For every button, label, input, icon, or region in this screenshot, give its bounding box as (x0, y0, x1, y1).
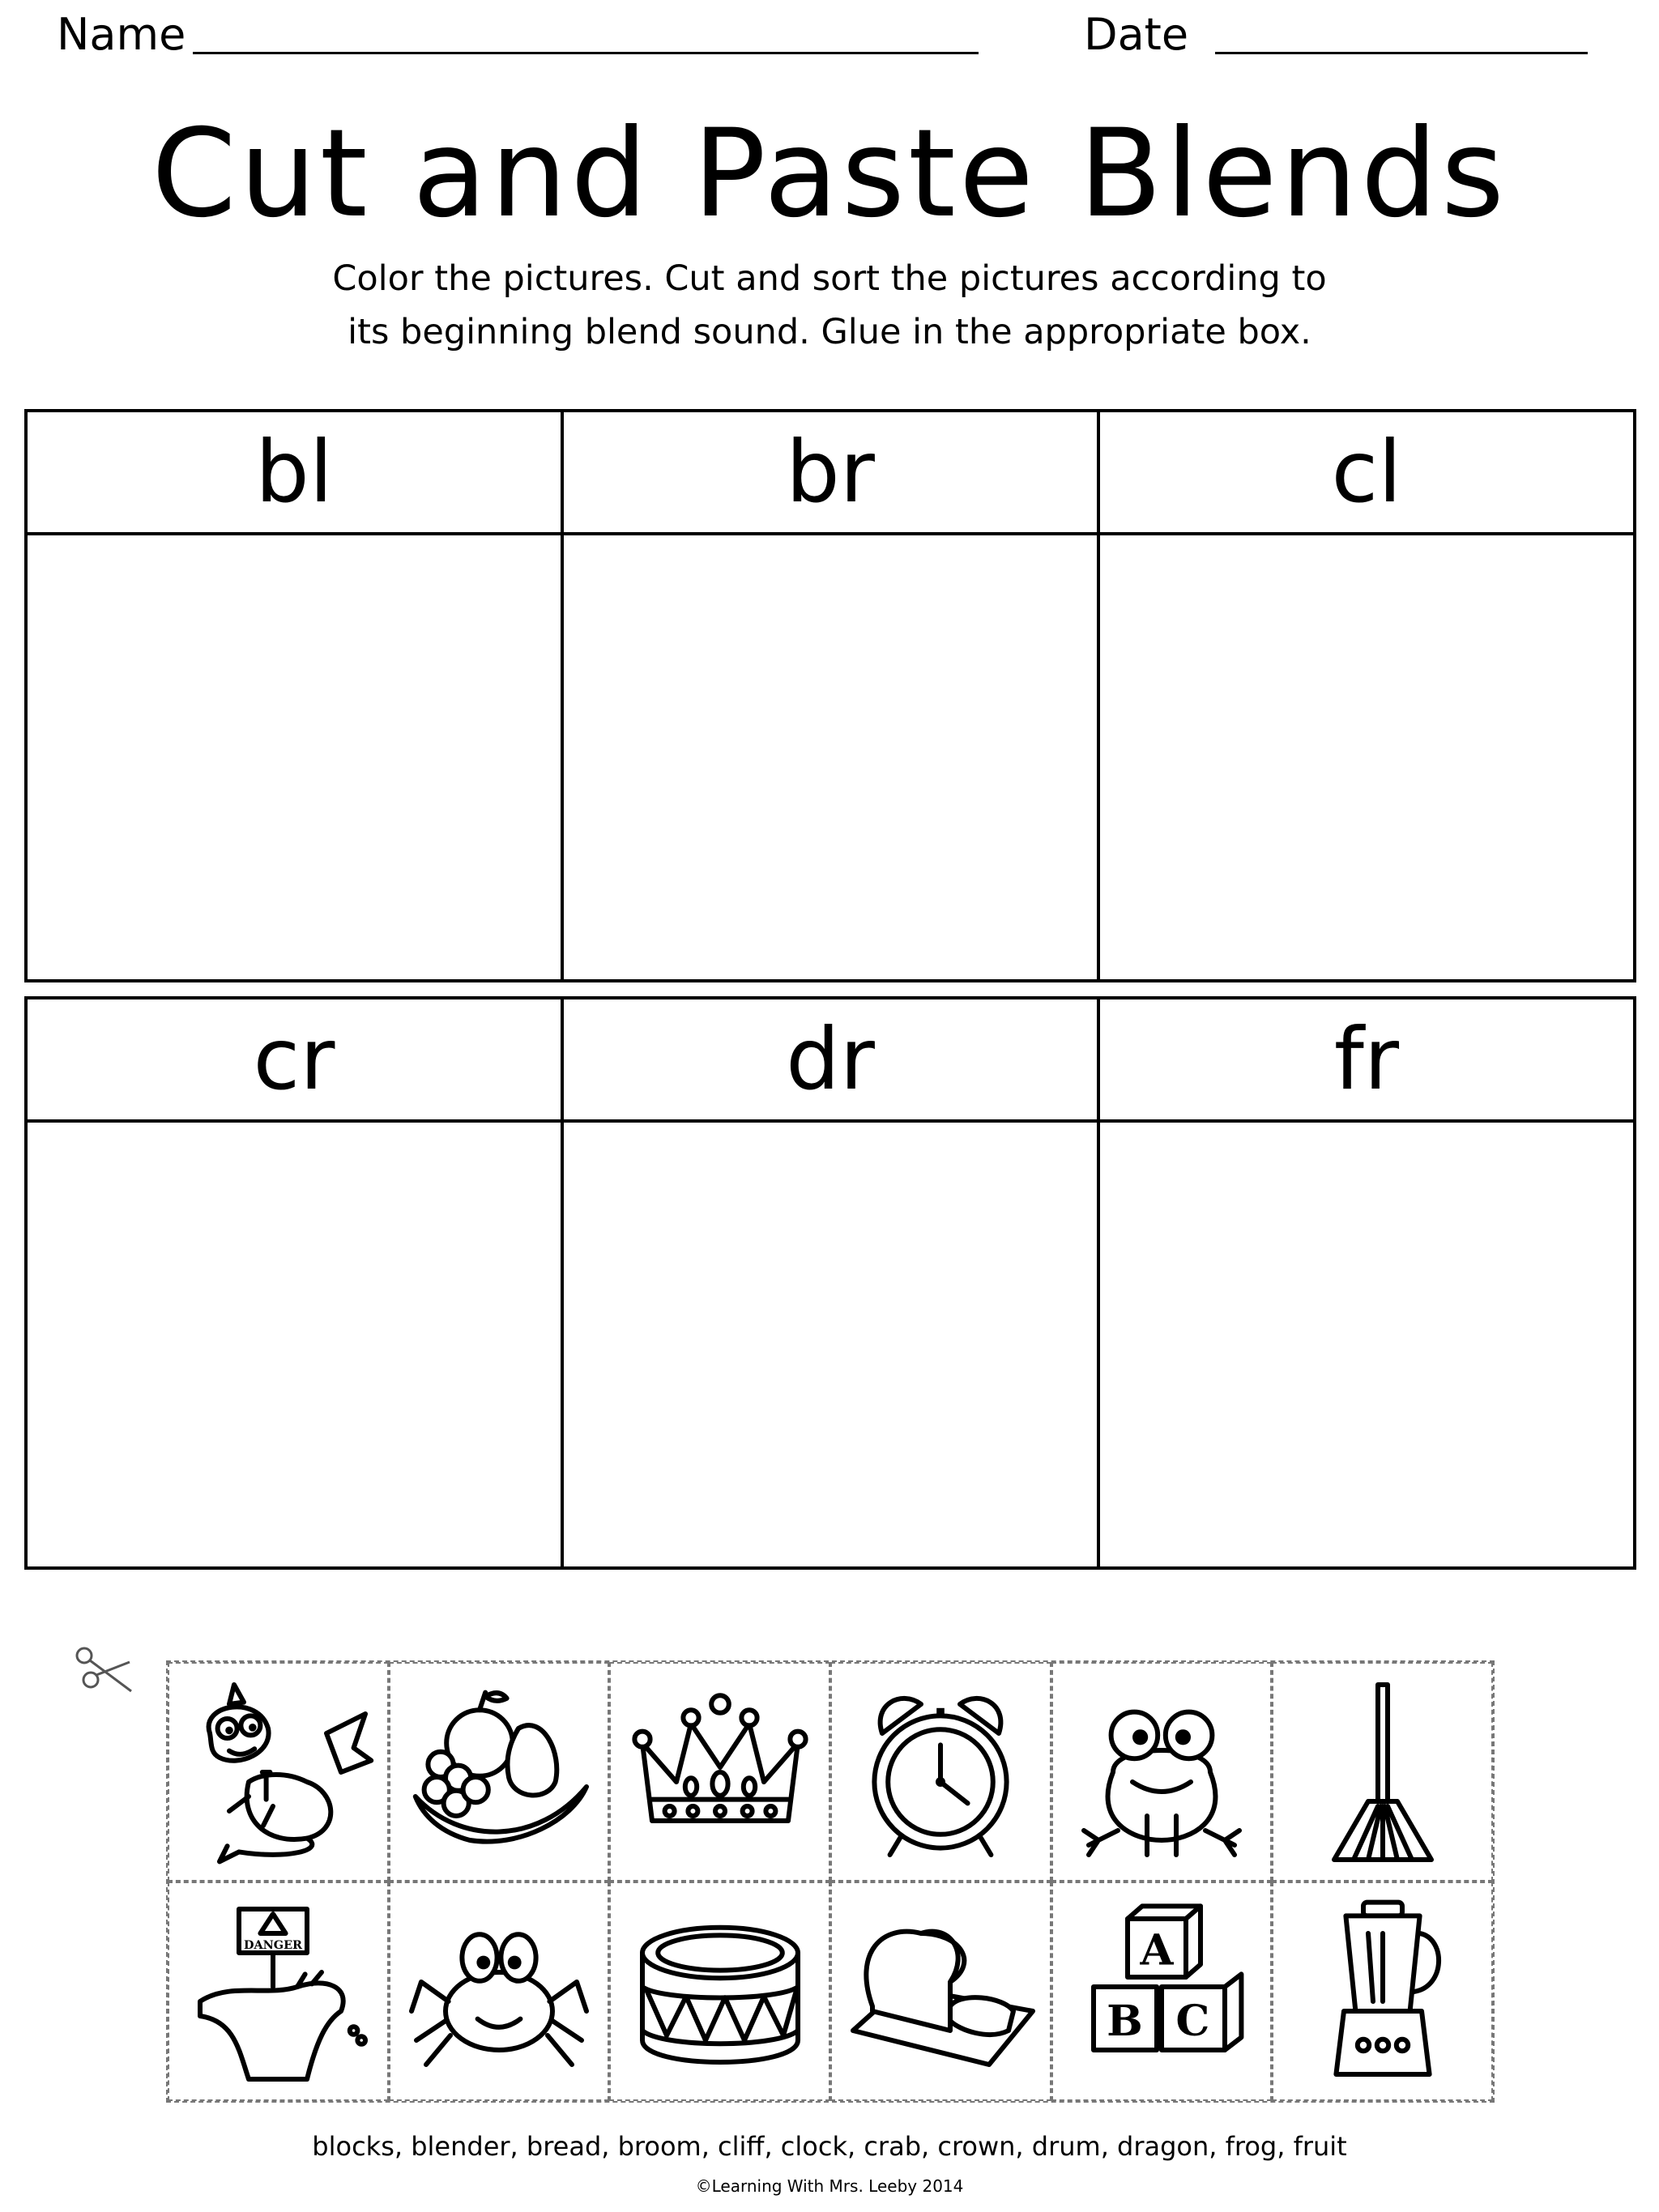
block-letter-a: A (1140, 1924, 1174, 1975)
glue-box-fr[interactable] (1098, 1121, 1635, 1568)
crown-icon (623, 1675, 817, 1869)
name-label: Name (57, 9, 186, 60)
fruit-basket-icon (402, 1675, 596, 1869)
danger-sign-text: DANGER (244, 1937, 303, 1952)
sort-table-top (24, 409, 1636, 982)
blender-icon (1286, 1894, 1480, 2089)
crab-icon (402, 1894, 596, 2089)
broom-icon (1286, 1675, 1480, 1869)
blend-header-br: br (562, 411, 1098, 534)
blend-header-cl: cl (1098, 411, 1635, 534)
blend-header-dr: dr (562, 998, 1098, 1121)
scissors-icon (73, 1644, 138, 1701)
page-title: Cut and Paste Blends (151, 104, 1508, 245)
instructions-line-1: Color the pictures. Cut and sort the pictures according to (332, 258, 1327, 299)
picture-card-fruit[interactable] (389, 1662, 610, 1882)
cutout-picture-grid (166, 1660, 1495, 2103)
date-label: Date (1084, 9, 1189, 60)
glue-box-bl[interactable] (26, 534, 562, 981)
block-letter-c: C (1175, 1995, 1210, 2046)
dragon-icon (181, 1675, 375, 1869)
picture-card-blender[interactable] (1272, 1882, 1493, 2101)
picture-card-crown[interactable] (609, 1662, 830, 1882)
glue-box-cr[interactable] (26, 1121, 562, 1568)
picture-card-broom[interactable] (1272, 1662, 1493, 1882)
blend-header-cr: cr (26, 998, 562, 1121)
blend-header-fr: fr (1098, 998, 1635, 1121)
word-bank: blocks, blender, bread, broom, cliff, clock, crab, crown, drum, dragon, frog, fruit (312, 2131, 1347, 2162)
drum-icon (623, 1894, 817, 2089)
picture-card-crab[interactable] (389, 1882, 610, 2101)
block-letter-b: B (1107, 1995, 1143, 2046)
blend-header-bl: bl (26, 411, 562, 534)
instructions-line-2: its beginning blend sound. Glue in the appropriate box. (348, 312, 1311, 352)
alarm-clock-icon (843, 1675, 1038, 1869)
bread-icon (843, 1894, 1038, 2089)
picture-card-clock[interactable] (830, 1662, 1051, 1882)
picture-card-bread[interactable] (830, 1882, 1051, 2101)
sort-table-bottom (24, 996, 1636, 1570)
glue-box-cl[interactable] (1098, 534, 1635, 981)
glue-box-dr[interactable] (562, 1121, 1098, 1568)
copyright-notice: ©Learning With Mrs. Leeby 2014 (695, 2176, 964, 2196)
picture-card-blocks[interactable] (1051, 1882, 1273, 2101)
picture-card-frog[interactable] (1051, 1662, 1273, 1882)
cliff-icon (181, 1894, 375, 2089)
glue-box-br[interactable] (562, 534, 1098, 981)
picture-card-drum[interactable] (609, 1882, 830, 2101)
date-line[interactable] (1215, 52, 1588, 54)
frog-icon (1064, 1675, 1259, 1869)
name-line[interactable] (193, 52, 979, 54)
abc-blocks-icon (1064, 1894, 1259, 2089)
picture-card-cliff[interactable] (168, 1882, 389, 2101)
picture-card-dragon[interactable] (168, 1662, 389, 1882)
